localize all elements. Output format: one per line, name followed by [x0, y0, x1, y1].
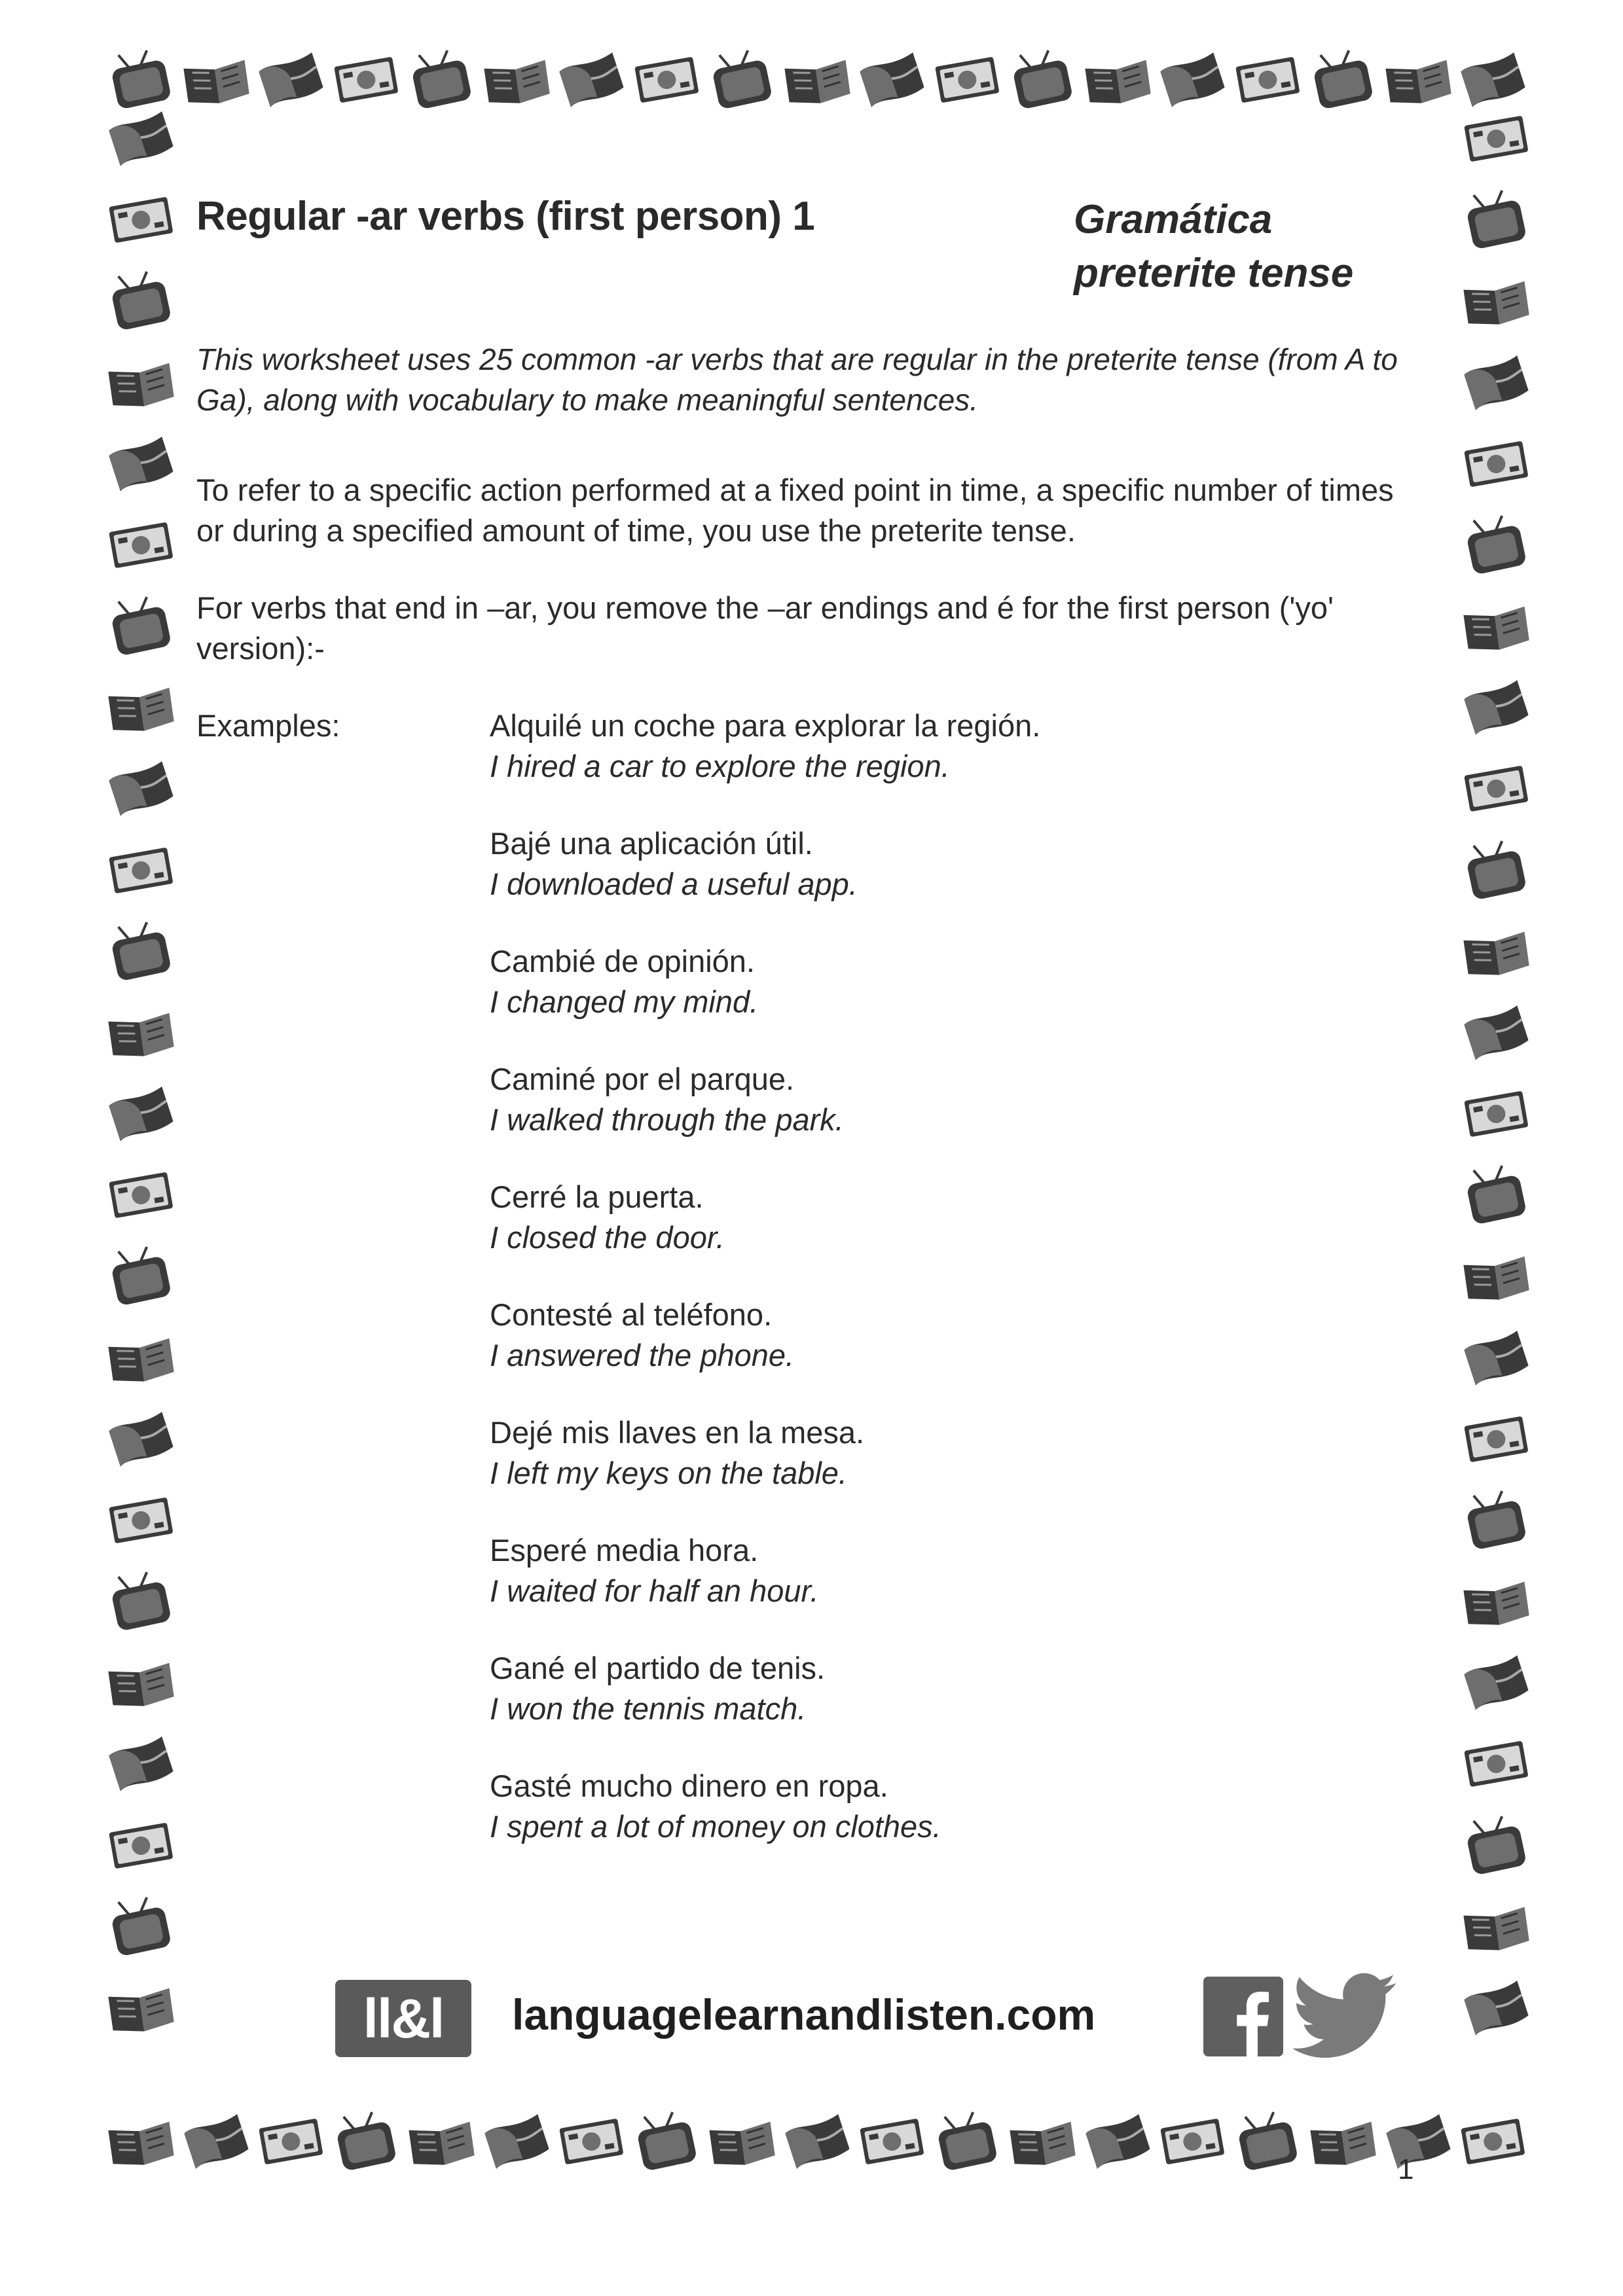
examples-list	[490, 706, 1406, 1884]
tv-icon	[1460, 836, 1532, 902]
flag-icon	[180, 2108, 252, 2173]
example-english: I downloaded a useful app.	[490, 867, 858, 901]
tv-icon	[1460, 1812, 1532, 1877]
book-icon	[1460, 1242, 1532, 1308]
example-spanish: Caminé por el parque.	[490, 1062, 795, 1096]
tv-icon	[105, 1242, 177, 1308]
tv-icon	[1231, 2108, 1304, 2173]
facebook-icon[interactable]	[1203, 1977, 1283, 2056]
flag-icon	[1156, 46, 1228, 111]
example-item	[490, 1530, 1406, 1648]
example-spanish: Dejé mis llaves en la mesa.	[490, 1415, 865, 1450]
example-english: I hired a car to explore the region.	[490, 749, 950, 783]
example-english: I changed my mind.	[490, 984, 759, 1019]
example-spanish: Cerré la puerta.	[490, 1179, 704, 1214]
border-top	[105, 26, 1532, 131]
example-english: I answered the phone.	[490, 1338, 795, 1372]
money-icon	[105, 836, 177, 902]
flag-icon	[255, 46, 327, 111]
flag-icon	[105, 105, 177, 170]
explanation-paragraph-2: For verbs that end in –ar, you remove the –ar endings and é for the first person ('yo' version):-	[196, 590, 1334, 666]
money-icon	[1460, 430, 1532, 495]
money-icon	[1156, 2108, 1228, 2173]
example-item	[490, 1648, 1406, 1766]
tv-icon	[105, 592, 177, 658]
example-spanish: Cambié de opinión.	[490, 944, 755, 978]
money-icon	[1460, 1080, 1532, 1145]
book-icon	[105, 999, 177, 1064]
example-english: I closed the door.	[490, 1220, 725, 1255]
tv-icon	[1460, 511, 1532, 577]
category-heading	[1074, 193, 1353, 300]
money-icon	[105, 511, 177, 577]
book-icon	[1460, 592, 1532, 658]
border-left	[98, 105, 190, 2140]
flag-icon	[1460, 1974, 1532, 2039]
money-icon	[105, 1161, 177, 1227]
money-icon	[630, 46, 702, 111]
twitter-icon[interactable]	[1293, 1969, 1398, 2060]
book-icon	[105, 349, 177, 414]
money-icon	[105, 1812, 177, 1877]
example-item	[490, 941, 1406, 1059]
tv-icon	[1460, 1161, 1532, 1227]
book-icon	[481, 46, 553, 111]
flag-icon	[1460, 673, 1532, 739]
book-icon	[1006, 2108, 1078, 2173]
flag-icon	[1457, 46, 1529, 111]
example-english: I waited for half an hour.	[490, 1573, 819, 1608]
money-icon	[1460, 1405, 1532, 1471]
explanation-paragraph-1: To refer to a specific action performed at a fixed point in time, a specific number of times or during a specified amount of time, you use the preterite tense.	[196, 473, 1394, 548]
money-icon	[555, 2108, 627, 2173]
flag-icon	[1460, 1649, 1532, 1714]
book-icon	[781, 46, 853, 111]
book-icon	[1307, 2108, 1379, 2173]
tv-icon	[105, 1893, 177, 1958]
book-icon	[1082, 46, 1154, 111]
flag-icon	[105, 1405, 177, 1471]
flag-icon	[1460, 349, 1532, 414]
flag-icon	[781, 2108, 853, 2173]
example-spanish: Bajé una aplicación útil.	[490, 826, 813, 861]
money-icon	[330, 46, 402, 111]
website-link[interactable]: languagelearnandlisten.com	[512, 1990, 1096, 2039]
example-item	[490, 1766, 1406, 1884]
money-icon	[1460, 105, 1532, 170]
flag-icon	[1082, 2108, 1154, 2173]
example-item	[490, 1412, 1406, 1530]
book-icon	[1460, 1893, 1532, 1958]
flag-icon	[105, 755, 177, 820]
example-spanish: Contesté al teléfono.	[490, 1297, 773, 1332]
money-icon	[105, 186, 177, 251]
money-icon	[931, 46, 1003, 111]
money-icon	[1460, 1730, 1532, 1795]
example-spanish: Alquilé un coche para explorar la región.	[490, 708, 1041, 743]
example-english: I won the tennis match.	[490, 1691, 807, 1726]
tv-icon	[105, 1568, 177, 1633]
money-icon	[255, 2108, 327, 2173]
tv-icon	[1460, 1486, 1532, 1552]
tv-icon	[105, 267, 177, 332]
intro-text: This worksheet uses 25 common -ar verbs that are regular in the preterite tense (from A to Ga), along with vocabulary to make meaningful sentences.	[196, 342, 1398, 417]
book-icon	[105, 1649, 177, 1714]
tv-icon	[1006, 46, 1078, 111]
example-item	[490, 706, 1406, 823]
book-icon	[405, 2108, 477, 2173]
book-icon	[1460, 918, 1532, 983]
tv-icon	[330, 2108, 402, 2173]
example-spanish: Gané el partido de tenis.	[490, 1651, 826, 1685]
book-icon	[1460, 267, 1532, 332]
flag-icon	[481, 2108, 553, 2173]
example-english: I left my keys on the table.	[490, 1456, 847, 1490]
flag-icon	[1382, 2108, 1454, 2173]
tv-icon	[706, 46, 778, 111]
book-icon	[105, 1324, 177, 1390]
tv-icon	[105, 46, 177, 111]
border-right	[1453, 105, 1545, 2140]
tv-icon	[405, 46, 477, 111]
example-item	[490, 823, 1406, 941]
tv-icon	[931, 2108, 1003, 2173]
book-icon	[105, 1974, 177, 2039]
page-number: 1	[1398, 2153, 1414, 2185]
book-icon	[105, 673, 177, 739]
page-title: Regular -ar verbs (first person) 1	[196, 194, 815, 239]
book-icon	[1460, 1568, 1532, 1633]
money-icon	[1460, 755, 1532, 820]
example-english: I walked through the park.	[490, 1102, 844, 1137]
example-item	[490, 1059, 1406, 1177]
tv-icon	[630, 2108, 702, 2173]
book-icon	[706, 2108, 778, 2173]
flag-icon	[105, 430, 177, 495]
flag-icon	[105, 1080, 177, 1145]
example-spanish: Gasté mucho dinero en ropa.	[490, 1768, 888, 1803]
example-english: I spent a lot of money on clothes.	[490, 1809, 941, 1844]
tv-icon	[1307, 46, 1379, 111]
tv-icon	[105, 918, 177, 983]
tv-icon	[1460, 186, 1532, 251]
category-line-2: preterite tense	[1074, 251, 1354, 296]
flag-icon	[1460, 999, 1532, 1064]
flag-icon	[1460, 1324, 1532, 1390]
examples-label: Examples:	[196, 708, 340, 743]
site-logo: ll&l	[335, 1980, 471, 2057]
example-spanish: Esperé media hora.	[490, 1533, 759, 1568]
flag-icon	[856, 46, 928, 111]
book-icon	[1382, 46, 1454, 111]
category-line-1: Gramática	[1074, 197, 1273, 242]
money-icon	[1231, 46, 1304, 111]
example-item	[490, 1295, 1406, 1412]
flag-icon	[105, 1730, 177, 1795]
money-icon	[105, 1486, 177, 1552]
border-bottom	[105, 2088, 1532, 2193]
example-item	[490, 1177, 1406, 1295]
money-icon	[856, 2108, 928, 2173]
book-icon	[180, 46, 252, 111]
flag-icon	[555, 46, 627, 111]
